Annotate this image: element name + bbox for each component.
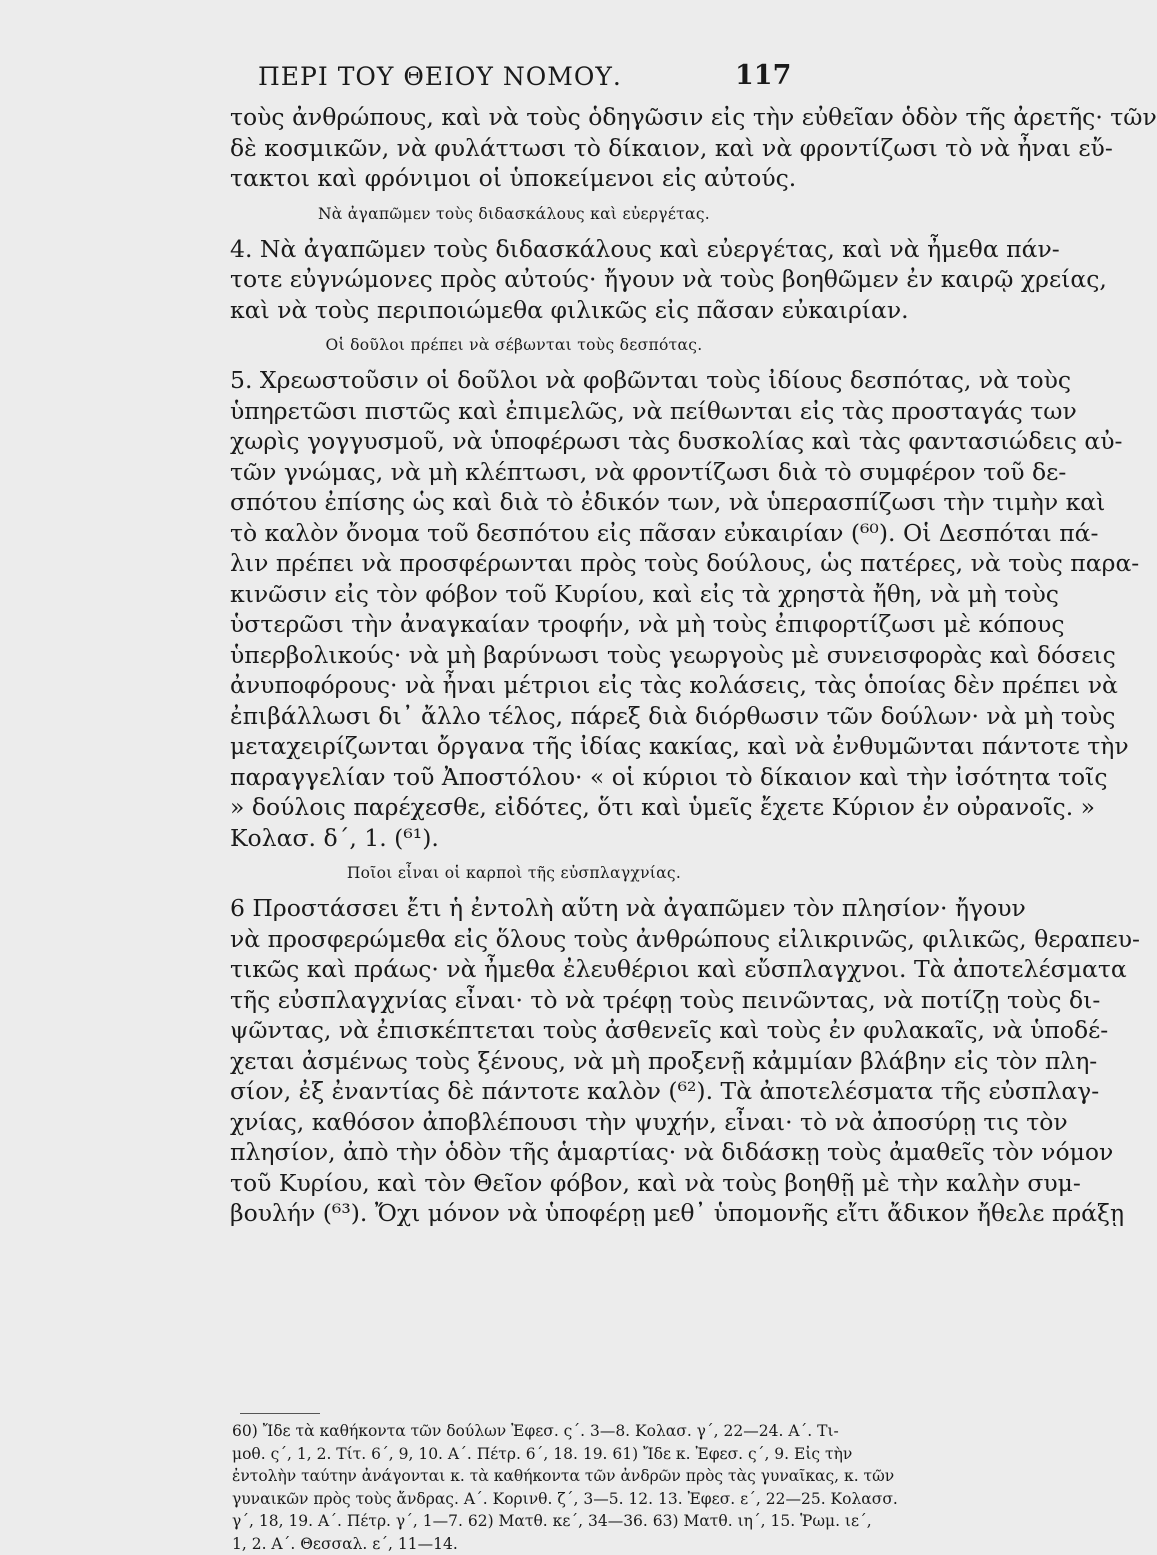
text-line: Κολασ. δ΄, 1. (⁶¹).: [230, 823, 798, 854]
section-heading: Οἱ δοῦλοι πρέπει νὰ σέβωνται τοὺς δεσπότας.: [230, 333, 798, 357]
text-line: κινῶσιν εἰς τὸν φόβον τοῦ Κυρίου, καὶ εἰς τὰ χρηστὰ ἤθη, νὰ μὴ τοὺς: [230, 579, 798, 610]
text-line: ψῶντας, νὰ ἐπισκέπτεται τοὺς ἀσθενεῖς καὶ τοὺς ἐν φυλακαῖς, νὰ ὑποδέ-: [230, 1015, 798, 1046]
text-line: τικῶς καὶ πράως· νὰ ἦμεθα ἐλευθέριοι καὶ εὔσπλαγχνοι. Τὰ ἀποτελέσματα: [230, 954, 798, 985]
text-line: λιν πρέπει νὰ προσφέρωνται πρὸς τοὺς δούλους, ὡς πατέρες, νὰ τοὺς παρα-: [230, 548, 798, 579]
text-line: παραγγελίαν τοῦ Ἀποστόλου· « οἱ κύριοι τὸ δίκαιον καὶ τὴν ἰσότητα τοῖς: [230, 762, 798, 793]
text-line: καὶ νὰ τοὺς περιποιώμεθα φιλικῶς εἰς πᾶσαν εὐκαιρίαν.: [230, 295, 798, 326]
text-line: χωρὶς γογγυσμοῦ, νὰ ὑποφέρωσι τὰς δυσκολίας καὶ τὰς φαντασιώδεις αὐ-: [230, 426, 798, 457]
text-line: τοῦ Κυρίου, καὶ τὸν Θεῖον φόβον, καὶ νὰ τοὺς βοηθῇ μὲ τὴν καλὴν συμ-: [230, 1168, 798, 1199]
text-line: τοὺς ἀνθρώπους, καὶ νὰ τοὺς ὁδηγῶσιν εἰς τὴν εὐθεῖαν ὁδὸν τῆς ἀρετῆς· τῶν: [230, 102, 798, 133]
text-line: ἀνυποφόρους· νὰ ἦναι μέτριοι εἰς τὰς κολάσεις, τὰς ὁποίας δὲν πρέπει νὰ: [230, 670, 798, 701]
text-line: νὰ προσφερώμεθα εἰς ὅλους τοὺς ἀνθρώπους εἰλικρινῶς, φιλικῶς, θεραπευ-: [230, 924, 798, 955]
page-header: [0, 62, 932, 102]
text-line: μεταχειρίζωνται ὄργανα τῆς ἰδίας κακίας, καὶ νὰ ἐνθυμῶνται πάντοτε τὴν: [230, 731, 798, 762]
footnote-line: ἐντολὴν ταύτην ἀνάγονται κ. τὰ καθήκοντα τῶν ἀνδρῶν πρὸς τὰς γυναῖκας, κ. τῶν: [232, 1465, 796, 1488]
footnote-line: 60) Ἴδε τὰ καθήκοντα τῶν δούλων Ἐφεσ. ς΄. 3—8. Κολασ. γ΄, 22—24. Α΄. Τι-: [232, 1420, 796, 1443]
footnotes: [232, 1420, 796, 1555]
running-title: ΠΕΡΙ ΤΟΥ ΘΕΙΟΥ ΝΟΜΟΥ.: [258, 62, 622, 91]
text-line: χεται ἀσμένως τοὺς ξένους, νὰ μὴ προξενῇ κἀμμίαν βλάβην εἰς τὸν πλη-: [230, 1046, 798, 1077]
footnote-line: γυναικῶν πρὸς τοὺς ἄνδρας. Α΄. Κορινθ. ζ΄, 3—5. 12. 13. Ἐφεσ. ε΄, 22—25. Κολασσ.: [232, 1488, 796, 1511]
text-line: ὑπερβολικούς· νὰ μὴ βαρύνωσι τοὺς γεωργοὺς μὲ συνεισφορὰς καὶ δόσεις: [230, 640, 798, 671]
text-line: πλησίον, ἀπὸ τὴν ὁδὸν τῆς ἁμαρτίας· νὰ διδάσκῃ τοὺς ἀμαθεῖς τὸν νόμον: [230, 1137, 798, 1168]
text-line: 5. Χρεωστοῦσιν οἱ δοῦλοι νὰ φοβῶνται τοὺς ἰδίους δεσπότας, νὰ τοὺς: [230, 365, 798, 396]
text-line: τῶν γνώμας, νὰ μὴ κλέπτωσι, νὰ φροντίζωσι διὰ τὸ συμφέρον τοῦ δε-: [230, 457, 798, 488]
footnote-divider: [240, 1413, 320, 1414]
footnote-line: γ΄, 18, 19. Α΄. Πέτρ. γ΄, 1—7. 62) Ματθ. κε΄, 34—36. 63) Ματθ. ιη΄, 15. Ῥωμ. ιε΄,: [232, 1510, 796, 1533]
text-line: τακτοι καὶ φρόνιμοι οἱ ὑποκείμενοι εἰς αὐτούς.: [230, 163, 798, 194]
text-line: » δούλοις παρέχεσθε, εἰδότες, ὅτι καὶ ὑμεῖς ἔχετε Κύριον ἐν οὐρανοῖς. »: [230, 792, 798, 823]
section-heading: Νὰ ἀγαπῶμεν τοὺς διδασκάλους καὶ εὐεργέτας.: [230, 202, 798, 226]
text-line: τῆς εὐσπλαγχνίας εἶναι· τὸ νὰ τρέφῃ τοὺς πεινῶντας, νὰ ποτίζῃ τοὺς δι-: [230, 985, 798, 1016]
text-line: ὑπηρετῶσι πιστῶς καὶ ἐπιμελῶς, νὰ πείθωνται εἰς τὰς προσταγάς των: [230, 396, 798, 427]
text-line: ἐπιβάλλωσι δι᾽ ἄλλο τέλος, πάρεξ διὰ διόρθωσιν τῶν δούλων· νὰ μὴ τοὺς: [230, 701, 798, 732]
text-line: τὸ καλὸν ὄνομα τοῦ δεσπότου εἰς πᾶσαν εὐκαιρίαν (⁶⁰). Οἱ Δεσπόται πά-: [230, 518, 798, 549]
footnote-line: 1, 2. Α΄. Θεσσαλ. ε΄, 11—14.: [232, 1533, 796, 1555]
text-line: τοτε εὐγνώμονες πρὸς αὐτούς· ἤγουν νὰ τοὺς βοηθῶμεν ἐν καιρῷ χρείας,: [230, 264, 798, 295]
text-line: σπότου ἐπίσης ὡς καὶ διὰ τὸ ἐδικόν των, νὰ ὑπερασπίζωσι τὴν τιμὴν καὶ: [230, 487, 798, 518]
text-line: σίον, ἐξ ἐναντίας δὲ πάντοτε καλὸν (⁶²). Τὰ ἀποτελέσματα τῆς εὐσπλαγ-: [230, 1076, 798, 1107]
main-text: [230, 102, 798, 1229]
text-line: 4. Νὰ ἀγαπῶμεν τοὺς διδασκάλους καὶ εὐεργέτας, καὶ νὰ ἦμεθα πάν-: [230, 234, 798, 265]
section-heading: Ποῖοι εἶναι οἱ καρποὶ τῆς εὐσπλαγχνίας.: [230, 861, 798, 885]
text-line: ὑστερῶσι τὴν ἀναγκαίαν τροφήν, νὰ μὴ τοὺς ἐπιφορτίζωσι μὲ κόπους: [230, 609, 798, 640]
footnote-line: μοθ. ς΄, 1, 2. Τίτ. 6΄, 9, 10. Α΄. Πέτρ. 6΄, 18. 19. 61) Ἴδε κ. Ἐφεσ. ς΄, 9. Εἰς τὴν: [232, 1443, 796, 1466]
text-line: χνίας, καθόσον ἀποβλέπουσι τὴν ψυχήν, εἶναι· τὸ νὰ ἀποσύρῃ τις τὸν: [230, 1107, 798, 1138]
text-line: 6 Προστάσσει ἔτι ἡ ἐντολὴ αὕτη νὰ ἀγαπῶμεν τὸν πλησίον· ἤγουν: [230, 893, 798, 924]
page-number: 117: [735, 60, 791, 91]
text-line: δὲ κοσμικῶν, νὰ φυλάττωσι τὸ δίκαιον, καὶ νὰ φροντίζωσι τὸ νὰ ἦναι εὔ-: [230, 133, 798, 164]
text-line: βουλήν (⁶³). Ὄχι μόνον νὰ ὑποφέρῃ μεθ᾽ ὑπομονῆς εἴτι ἄδικον ἤθελε πράξῃ: [230, 1198, 798, 1229]
